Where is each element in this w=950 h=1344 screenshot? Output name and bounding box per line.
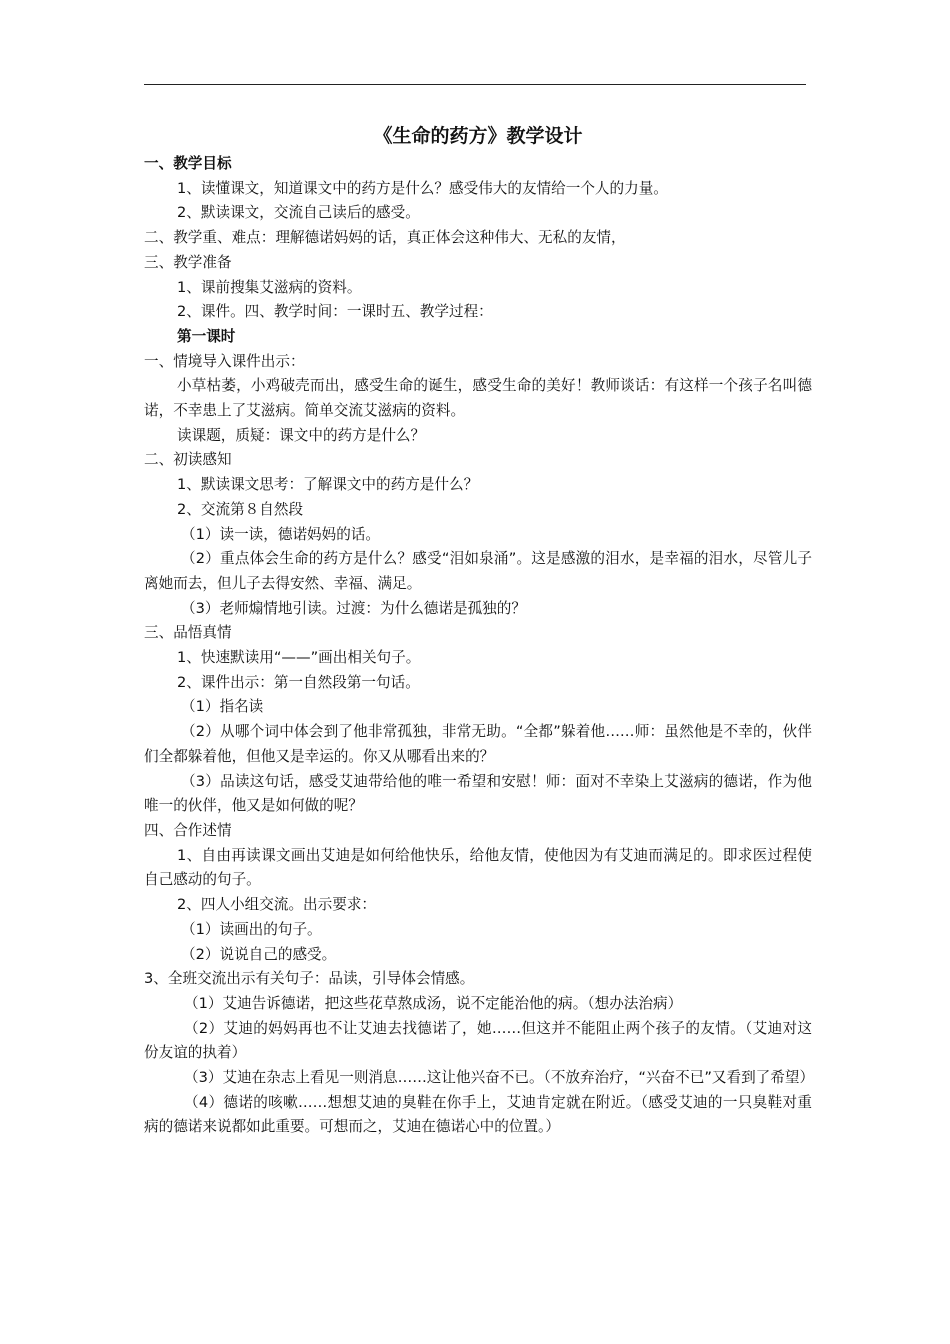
header-rule <box>144 84 806 85</box>
list-item: 2、课件。四、教学时间：一课时五、教学过程： <box>177 303 493 321</box>
document-title: 《生命的药方》教学设计 <box>373 125 583 147</box>
sub-item: （3）品读这句话，感受艾迪带给他的唯一希望和安慰！师：面对不幸染上艾滋病的德诺，作为他唯一的伙伴，他又是如何做的呢？ <box>144 772 812 815</box>
section-heading: 三、教学准备 <box>144 253 232 271</box>
document-body <box>144 122 815 1140</box>
list-item: 1、快速默读用“——”画出相关句子。 <box>177 649 421 667</box>
sub-item: （1）读画出的句子。 <box>181 920 322 938</box>
list-item: 1、课前搜集艾滋病的资料。 <box>177 278 362 296</box>
section-heading: 二、初读感知 <box>144 451 232 469</box>
list-item: 读课题，质疑：课文中的药方是什么？ <box>177 426 426 444</box>
list-item: 2、四人小组交流。出示要求： <box>177 896 377 914</box>
sub-item: （2）艾迪的妈妈再也不让艾迪去找德诺了，她……但这并不能阻止两个孩子的友情。（艾迪对这份友谊的执着） <box>144 1019 812 1062</box>
list-item: 1、默读课文思考：了解课文中的药方是什么？ <box>177 476 479 494</box>
paragraph: 小草枯萎，小鸡破壳而出，感受生命的诞生，感受生命的美好！教师谈话：有这样一个孩子名叫德诺，不幸患上了艾滋病。简单交流艾滋病的资料。 <box>144 377 812 420</box>
sub-item: （4）德诺的咳嗽……想想艾迪的臭鞋在你手上，艾迪肯定就在附近。（感受艾迪的一只臭鞋对重病的德诺来说都如此重要。可想而之，艾迪在德诺心中的位置。） <box>144 1093 812 1136</box>
section-heading: 三、品悟真情 <box>144 624 232 642</box>
sub-item: （1）艾迪告诉德诺，把这些花草熬成汤，说不定能治他的病。（想办法治病） <box>184 994 683 1012</box>
section-heading: 四、合作述情 <box>144 821 232 839</box>
section-heading: 二、教学重、难点：理解德诺妈妈的话，真正体会这种伟大、无私的友情， <box>144 229 626 247</box>
section-heading: 一、教学目标 <box>144 155 232 172</box>
list-item: 1、读懂课文，知道课文中的药方是什么？感受伟大的友情给一个人的力量。 <box>177 179 668 197</box>
sub-item: （2）从哪个词中体会到了他非常孤独，非常无助。“全都”躲着他……师：虽然他是不幸的，伙伴们全都躲着他，但他又是幸运的。你又从哪看出来的？ <box>144 723 812 765</box>
paragraph: 1、自由再读课文画出艾迪是如何给他快乐，给他友情，使他因为有艾迪而满足的。即求医过程使自己感动的句子。 <box>144 846 812 889</box>
sub-item: （1）读一读，德诺妈妈的话。 <box>181 525 381 543</box>
list-item: 2、默读课文，交流自己读后的感受。 <box>177 204 420 222</box>
sub-item: （2）说说自己的感受。 <box>181 945 337 963</box>
sub-item: （2）重点体会生命的药方是什么？感受“泪如泉涌”。这是感激的泪水，是幸福的泪水，尽管儿子离她而去，但儿子去得安然、幸福、满足。 <box>144 550 812 592</box>
lesson-heading: 第一课时 <box>177 327 236 345</box>
sub-item: （3）艾迪在杂志上看见一则消息……这让他兴奋不已。（不放弃治疗，“兴奋不已”又看到了希望） <box>184 1069 815 1087</box>
sub-item: （3）老师煽情地引读。过渡：为什么德诺是孤独的？ <box>181 599 526 617</box>
list-item: 2、交流第８自然段 <box>177 500 304 518</box>
list-item: 3、全班交流出示有关句子：品读，引导体会情感。 <box>144 970 475 988</box>
list-item: 2、课件出示：第一自然段第一句话。 <box>177 673 420 691</box>
sub-item: （1）指名读 <box>181 698 264 716</box>
section-heading: 一、情境导入课件出示： <box>144 352 305 370</box>
